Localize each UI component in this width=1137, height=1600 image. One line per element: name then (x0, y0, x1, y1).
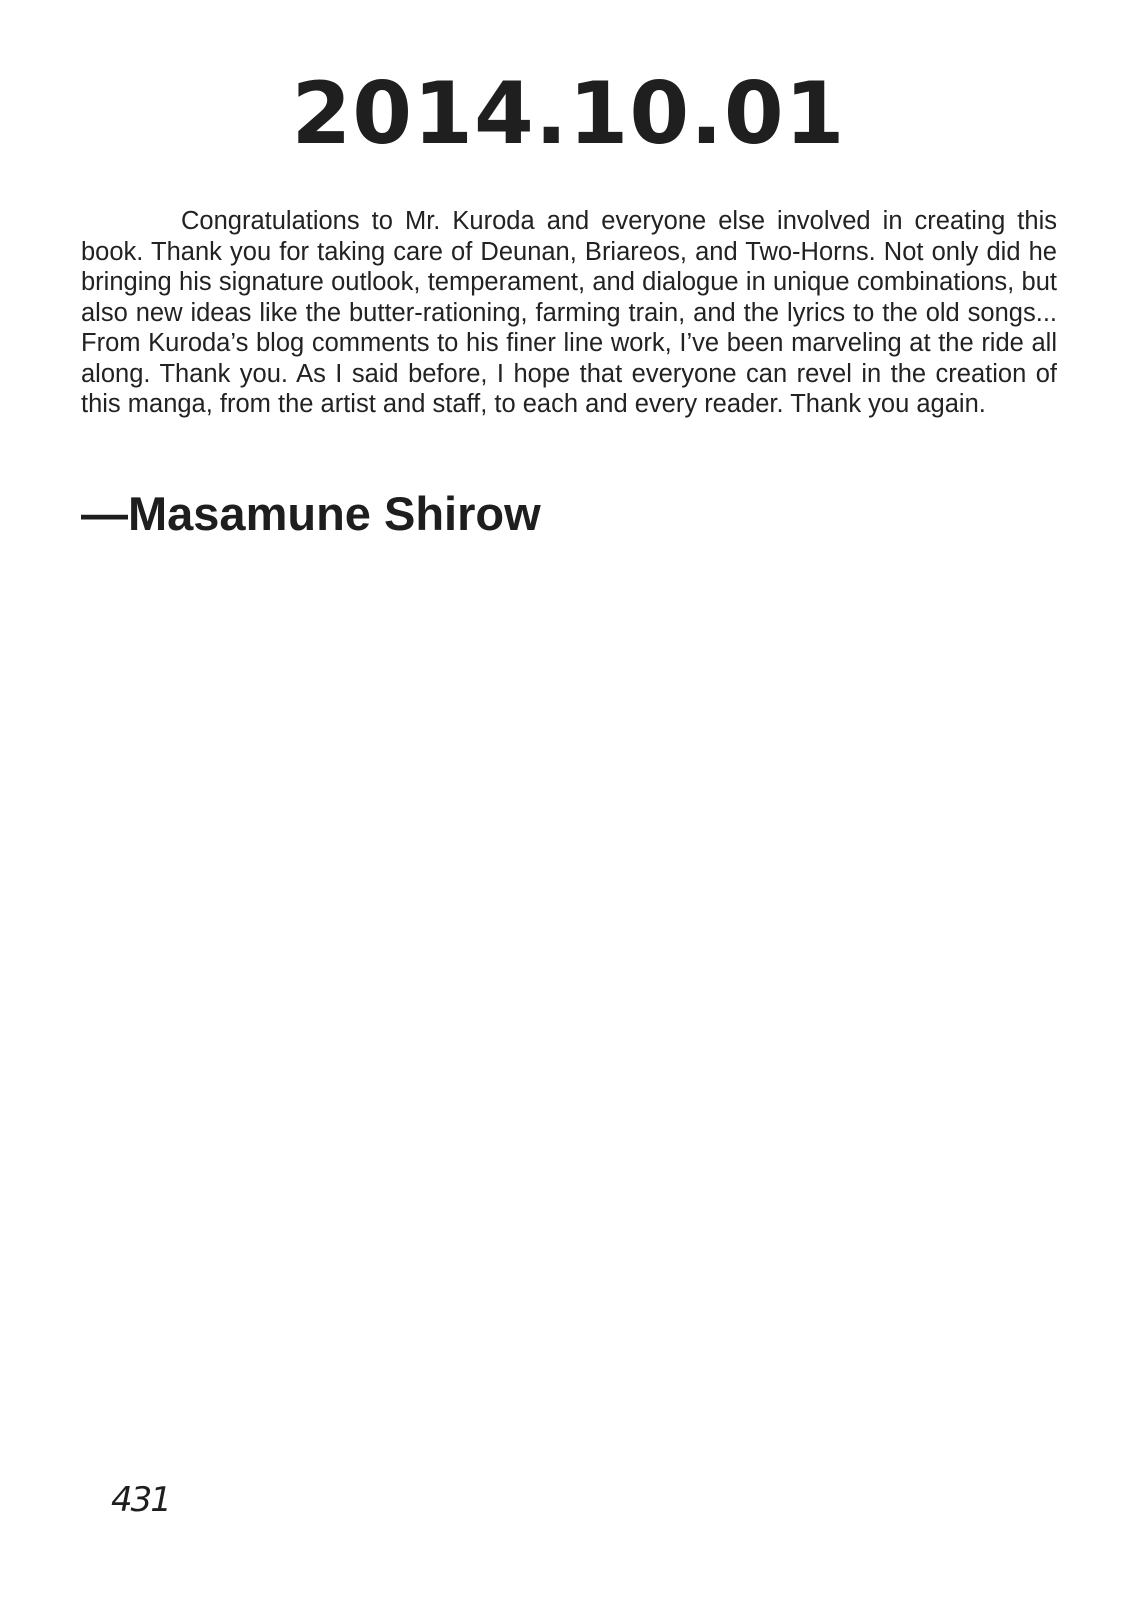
message-paragraph: Congratulations to Mr. Kuroda and everyone else involved in creating this book. Thank you for taking care of Deunan, Briareos, and Two-Horns. Not only did he bringing his signature outlook, temperament, and dialogue in unique combinations, but also new ideas like the butter-rationing, farming train, and the lyrics to the old songs... From Kuroda’s blog comments to his finer line work, I’ve been marveling at the ride all along. Thank you. As I said before, I hope that everyone can revel in the creation of this manga, from the artist and staff, to each and every reader. Thank you again. (81, 207, 1057, 418)
page-title-date: 2014.10.01 (291, 64, 846, 164)
page-number: 431 (111, 1480, 170, 1520)
author-signature: —Masamune Shirow (81, 487, 541, 540)
